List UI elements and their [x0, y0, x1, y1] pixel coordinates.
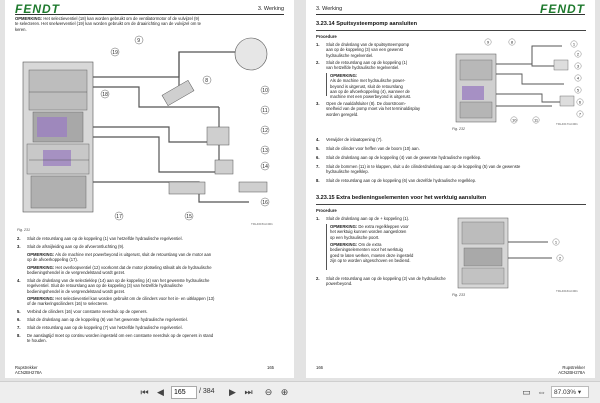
svg-text:18: 18 — [102, 92, 108, 98]
step-number: 6. — [17, 317, 21, 322]
note-extra-controls: OPMERKING: Om de extra bedieningselementen voor het werktuig goed te laten werken, moeten deze ingesteld zijn op te worden uitgeschoven en bediend. — [330, 242, 414, 263]
zoom-select[interactable]: 87.03% ▾ — [551, 386, 589, 398]
section-divider — [316, 204, 586, 205]
note-selector: OPMERKING: Het selectieventiel kan worden gebruikt om de cilinders voor het in- en uitklappen (13) of de markeringscilinders (16) te selecteren. — [27, 296, 215, 307]
procedure-label: Procedure — [316, 208, 337, 213]
control-valve — [215, 160, 233, 174]
selector-valve — [207, 127, 229, 145]
step-number: 5. — [316, 146, 320, 151]
step-number: 4. — [17, 278, 21, 283]
marker-cylinder — [169, 182, 205, 194]
zoom-out-icon[interactable]: ⊖ — [264, 387, 273, 397]
fendt-logo: FENDT — [540, 2, 585, 16]
svg-text:13: 13 — [262, 148, 268, 154]
step-text: Sluit de retourslang aan op de koppeling (7) van hetzelfde hydraulische regelventiel. — [27, 325, 183, 330]
svg-text:8: 8 — [510, 39, 514, 45]
step-number: 2. — [316, 276, 320, 281]
note-overflow-valve: OPMERKING: Het overloopventiel (12) voorkomt dat de motor plotseling stilvalt als de hydraulische bedieningshendel in de vergrendelstand wordt gezet. — [27, 265, 212, 276]
svg-text:8: 8 — [205, 78, 209, 84]
svg-text:5: 5 — [576, 87, 580, 93]
pdf-viewer-toolbar — [0, 381, 600, 403]
step-number: 2. — [316, 60, 320, 65]
top-note: OPMERKING: Het selectieventiel (18) kan worden gebruikt om de ventilatormotor of de vulvijzel (9) te selecteren. Het snelwerventiel (19) kan worden gebruikt om de draairichting van de vulvijzel om te keren. — [15, 16, 201, 32]
procedure-label: Procedure — [316, 34, 337, 39]
next-page-icon[interactable]: ▶ — [229, 387, 236, 397]
step-text: De aanslagtijd moet op continu worden ingesteld om een constante neerdruk op de openers in stand te houden. — [27, 333, 214, 344]
step-text: Verbind de cilinders (16) voor constante neerdruk op de openers. — [27, 309, 148, 314]
svg-text:10: 10 — [262, 88, 268, 94]
figure-caption: Fig. 233 — [452, 293, 465, 297]
note-bar — [326, 242, 327, 270]
step-text: Sluit de retourslang aan op de koppeling (1) van hetzelfde hydraulische regelventiel. — [326, 60, 408, 71]
step-number: 8. — [316, 178, 320, 183]
svg-text:17: 17 — [116, 214, 122, 220]
fan-motor — [235, 38, 267, 70]
step-number: 5. — [17, 309, 21, 314]
figure-ref: TRL4616GC001 — [556, 289, 578, 293]
fold-cylinder — [239, 182, 267, 192]
extra-controls-figure — [452, 212, 586, 292]
header-divider — [316, 14, 585, 15]
chapter-label: 3. Werking — [257, 6, 284, 12]
svg-text:10: 10 — [512, 117, 517, 123]
svg-text:7: 7 — [578, 111, 582, 117]
step-number: 3. — [17, 244, 21, 249]
prev-page-icon[interactable]: ◀ — [157, 387, 164, 397]
step-text: Sluit de drukslang van de selectieklep (14) aan op de koppeling (4) van het gewenste hydraulische regelventiel. Sluit de retourslang aan op de koppeling (3) van hetzelfde hydraulische bedieningshendel in de vergrendelstand wordt gezet. — [27, 278, 210, 294]
svg-text:2: 2 — [558, 255, 562, 261]
last-page-icon[interactable]: ⏭ — [244, 387, 253, 397]
section-title: 3.23.15 Extra bedieningselementen voor het werktuig aansluiten — [316, 195, 487, 201]
svg-text:11: 11 — [534, 117, 539, 123]
svg-text:15: 15 — [186, 214, 192, 220]
step-number: 7. — [316, 164, 320, 169]
zoom-in-icon[interactable]: ⊕ — [280, 387, 289, 397]
step-text: Sluit de retourslang aan op de koppeling (1) van hetzelfde hydraulische regelventiel. — [27, 236, 183, 241]
section-divider — [316, 30, 586, 31]
footer-right: Rupstrekker ACN2BH278A — [558, 365, 585, 376]
figure-caption: Fig. 231 — [17, 228, 30, 232]
page-number: 165 — [267, 365, 274, 370]
step-text: Verwijder de inlaatopening (7). — [326, 137, 383, 142]
header-divider — [15, 14, 284, 15]
svg-text:12: 12 — [262, 128, 268, 134]
cylinder-component — [162, 80, 194, 105]
page-number: 166 — [316, 365, 323, 370]
fendt-logo: FENDT — [15, 2, 60, 16]
step-text: Sluit de drukslang aan op de koppeling (6) van het gewenste hydraulische regelventiel. — [27, 317, 188, 322]
step-text: Sluit de retourslang aan op de koppeling (6) van dezelfde hydraulische regelklep. — [326, 178, 477, 183]
right-page — [306, 0, 595, 378]
step-number: 2. — [17, 236, 21, 241]
note-bar — [326, 73, 327, 96]
pump-schematic-figure — [452, 36, 586, 126]
step-number: 1. — [316, 216, 320, 221]
figure-ref: TRL4617GC001 — [556, 122, 578, 126]
figure-ref: TRL4615GC001 — [251, 222, 273, 226]
note-powerbeyond: OPMERKING: Als de machine met hydraulische power- beyond is uitgerust, sluit de retourslang aan op de afvoerkoppeling (4), wanneer de machine met een powerbeyond is uitgerust. — [330, 73, 412, 100]
step-number: 8. — [17, 333, 21, 338]
fit-page-icon[interactable]: ▭ — [522, 387, 531, 397]
svg-text:3: 3 — [576, 63, 580, 69]
step-number: 4. — [316, 137, 320, 142]
fit-width-icon[interactable]: ⇔ — [537, 387, 546, 397]
section-title: 3.23.14 Spuitsysteempomp aansluiten — [316, 21, 418, 27]
svg-text:1: 1 — [554, 239, 558, 245]
note-bar — [326, 224, 327, 244]
note-extra-valves: OPMERKING: De extra regelkleppen voor het werktuig kunnen worden aangesloten op een hydraulische poort. — [330, 224, 409, 240]
hydraulic-schematic-figure — [19, 32, 281, 227]
svg-text:9: 9 — [137, 38, 141, 44]
svg-text:16: 16 — [262, 200, 268, 206]
page-number-input[interactable] — [171, 386, 197, 399]
svg-text:6: 6 — [578, 99, 582, 105]
svg-text:19: 19 — [112, 50, 118, 56]
step-text: Open de naaldafsluiter (8). De doorstroom- snelheid van de pomp moet via het terminaldisplay worden geregeld. — [326, 101, 421, 117]
note-powerbeyond: OPMERKING: Als de machine met powerbeyond is uitgerust, sluit de retourslang van de motor aan op de afvoerkoppeling (17). — [27, 252, 212, 263]
step-text: Sluit de cilinder voor heffen van de boom (10) aan. — [326, 146, 420, 151]
first-page-icon[interactable]: ⏮ — [140, 387, 149, 397]
svg-text:11: 11 — [262, 108, 268, 114]
left-page — [5, 0, 294, 378]
svg-text:1: 1 — [572, 41, 576, 47]
chapter-label: 3. Werking — [316, 6, 343, 12]
step-text: Sluit de drukslang van de spuitsysteempomp aan op de koppeling (3) van een gewenst hydraulische regelventiel. — [326, 42, 410, 58]
figure-caption: Fig. 232 — [452, 127, 465, 131]
step-number: 6. — [316, 155, 320, 160]
step-text: Sluit de drukslang aan op de koppeling (4) van de gewenste hydraulische regelklep. — [326, 155, 482, 160]
footer-left: Rupstrekker ACN2BH278A — [15, 365, 42, 376]
step-text: Sluit de retourslang aan op de koppeling (2) van de hydraulische powerbeyond. — [326, 276, 446, 287]
svg-text:14: 14 — [262, 164, 268, 170]
svg-text:9: 9 — [486, 39, 490, 45]
total-pages-label: / 384 — [199, 388, 215, 395]
step-text: Sluit de drukslang aan op de + koppeling (1). — [326, 216, 410, 221]
step-text: Sluit de afsnijleiding aan op de afvoerontluchting (9). — [27, 244, 125, 249]
step-number: 7. — [17, 325, 21, 330]
hydraulic-block — [23, 62, 93, 212]
svg-text:2: 2 — [576, 51, 580, 57]
step-text: Sluit de bommen (11) in te klappen, sluit u de cilinderdrukslang aan op de koppeling (5) van de gewenste hydraulische regelklep. — [326, 164, 521, 175]
step-number: 1. — [316, 42, 320, 47]
svg-text:4: 4 — [576, 75, 580, 81]
step-number: 3. — [316, 101, 320, 106]
